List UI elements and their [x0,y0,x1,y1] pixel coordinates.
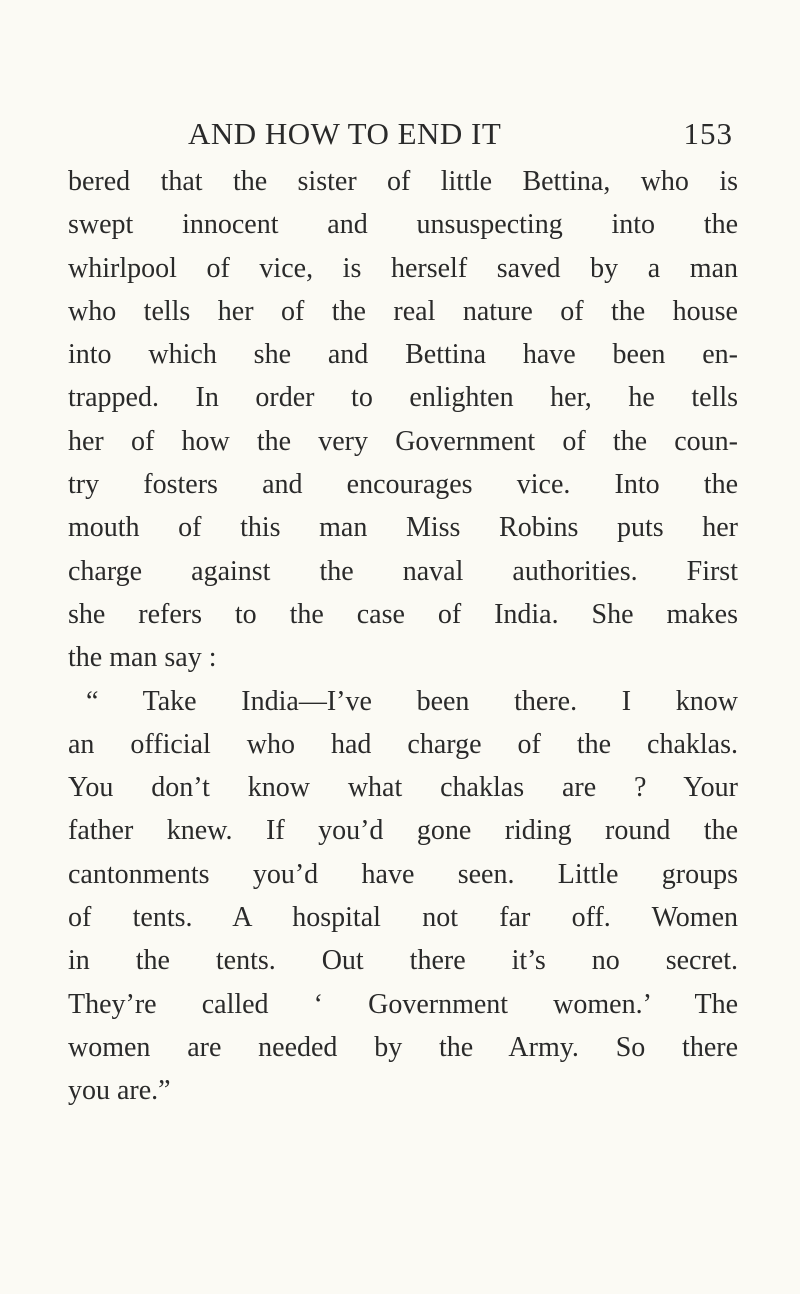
text-line: You don’t know what chaklas are ? Your [68,772,738,804]
text-line: who tells her of the real nature of the house [68,295,738,327]
text-line: cantonments you’d have seen. Little groups [68,858,738,890]
text-line: of tents. A hospital not far off. Women [68,902,738,934]
text-line: try fosters and encourages vice. Into the [68,469,738,501]
running-head-title: AND HOW TO END IT [188,116,502,151]
body-text [68,160,738,1113]
text-line: into which she and Bettina have been en- [68,339,738,371]
text-line: swept innocent and unsuspecting into the [68,209,738,241]
text-line: They’re called ‘ Government women.’ The [68,988,738,1020]
page-number: 153 [683,116,733,151]
text-line: trapped. In order to enlighten her, he tells [68,382,738,414]
text-line: bered that the sister of little Bettina, who is [68,166,738,197]
text-line: charge against the naval authorities. First [68,555,738,587]
text-line: you are.” [68,1075,171,1107]
text-line: women are needed by the Army. So there [68,1031,738,1063]
text-line: the man say : [68,642,217,674]
text-line: an official who had charge of the chaklas. [68,728,738,760]
text-line: father knew. If you’d gone riding round the [68,815,738,847]
running-head [188,114,733,154]
text-line: her of how the very Government of the coun- [68,425,738,457]
text-line: mouth of this man Miss Robins puts her [68,512,738,544]
text-line: “ Take India—I’ve been there. I know [86,685,738,717]
text-line: she refers to the case of India. She makes [68,598,738,630]
text-line: in the tents. Out there it’s no secret. [68,945,738,977]
text-line: whirlpool of vice, is herself saved by a man [68,252,738,284]
